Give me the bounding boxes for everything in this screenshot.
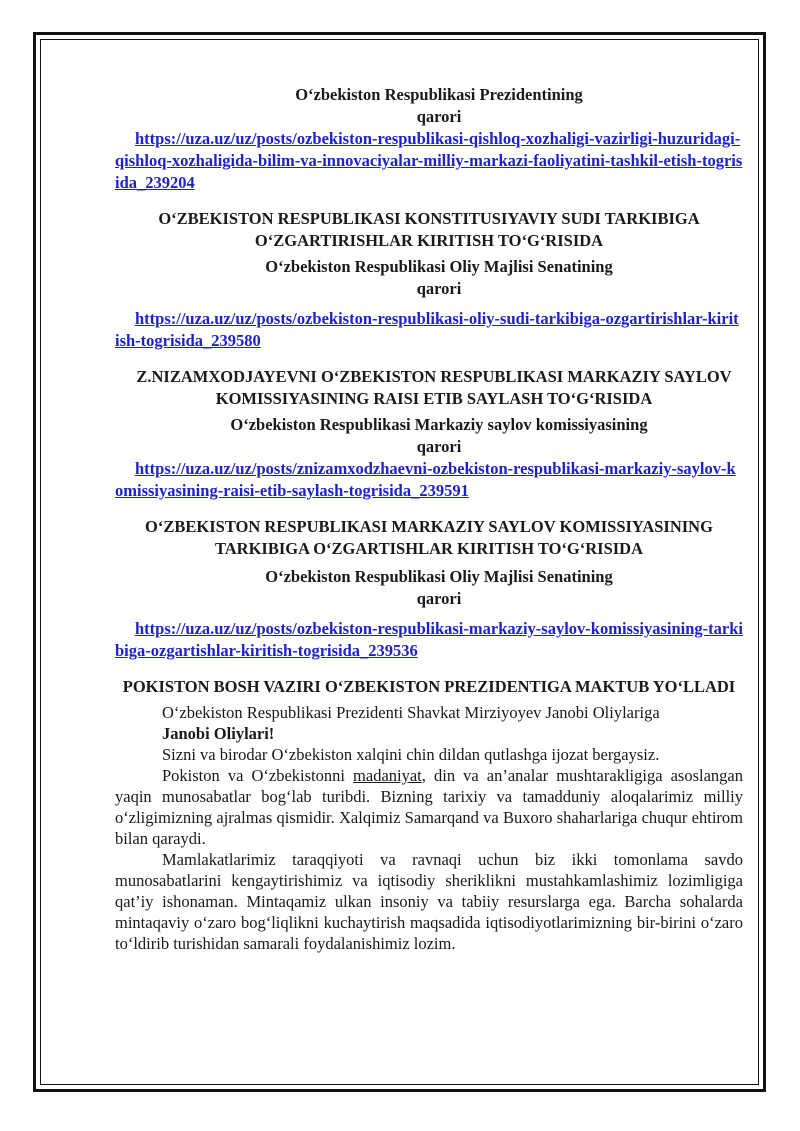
- issuer-line: O‘zbekiston Respublikasi Markaziy saylov komissiyasining: [230, 415, 648, 434]
- inline-link[interactable]: madaniyat: [353, 766, 422, 785]
- paragraph-text: , din va an’analar mushtarakligiga asoslangan yaqin munosabatlar bog‘lab turibdi. Bizning tarixiy va tamadduniy aloqalarimiz milliy o‘zligimizning ajralmas qismidir. Xalqimiz Samarqand va Buxoro shaharlariga chuqur ehtirom bilan qaraydi.: [115, 766, 743, 848]
- letter-paragraph: Sizni va birodar O‘zbekiston xalqini chin dildan qutlashga ijozat bergaysiz.: [162, 745, 660, 764]
- decree-title: O‘ZBEKISTON RESPUBLIKASI MARKAZIY SAYLOV KOMISSIYASINING TARKIBIGA O‘ZGARTISHLAR KIRITISH TO‘G‘RISIDA: [145, 517, 713, 558]
- source-link[interactable]: https://uza.uz/uz/posts/znizamxodzhaevni-ozbekiston-respublikasi-markaziy-saylov-komissiyasining-raisi-etib-saylash-togrisida_239591: [115, 459, 736, 500]
- decree-title: O‘ZBEKISTON RESPUBLIKASI KONSTITUSIYAVIY SUDI TARKIBIGA O‘ZGARTIRISHLAR KIRITISH TO‘G‘RISIDA: [158, 209, 700, 250]
- issuer-type: qarori: [416, 589, 462, 608]
- issuer-type: qarori: [416, 437, 462, 456]
- issuer-type: qarori: [416, 107, 462, 126]
- issuer-line: O‘zbekiston Respublikasi Oliy Majlisi Senatining: [265, 567, 613, 586]
- issuer-type: qarori: [416, 279, 462, 298]
- issuer-line: O‘zbekiston Respublikasi Prezidentining: [295, 85, 583, 104]
- letter-paragraph: [115, 765, 743, 849]
- article-title: POKISTON BOSH VAZIRI O‘ZBEKISTON PREZIDENTIGA MAKTUB YO‘LLADI: [122, 677, 736, 696]
- paragraph-text: Pokiston va O‘zbekistonni: [162, 766, 354, 785]
- letter-addressee: O‘zbekiston Respublikasi Prezidenti Shavkat Mirziyoyev Janobi Oliylariga: [162, 703, 660, 722]
- letter-salutation: Janobi Oliylari!: [162, 724, 275, 743]
- source-link[interactable]: https://uza.uz/uz/posts/ozbekiston-respublikasi-qishloq-xozhaligi-vazirligi-huzuridagi-qishloq-xozhaligida-bilim-va-innovaciyalar-milliy-markazi-faoliyatini-tashkil-etish-togrisida_239204: [115, 129, 743, 192]
- source-link[interactable]: https://uza.uz/uz/posts/ozbekiston-respublikasi-oliy-sudi-tarkibiga-ozgartirishlar-kiritish-togrisida_239580: [115, 309, 739, 350]
- decree-title: Z.NIZAMXODJAYEVNI O‘ZBEKISTON RESPUBLIKASI MARKAZIY SAYLOV KOMISSIYASINING RAISI ETIB SAYLASH TO‘G‘RISIDA: [136, 367, 732, 408]
- letter-paragraph: Mamlakatlarimiz taraqqiyoti va ravnaqi uchun biz ikki tomonlama savdo munosabatlarini kengaytirishimiz va iqtisodiy sheriklikni mustahkamlashimiz lozimligiga qat’iy ishonaman. Mintaqamiz ulkan insoniy va tabiiy resurslarga ega. Barcha sohalarda mintaqaviy o‘zaro bog‘liqlikni kuchaytirish maqsadida iqtisodiyotlarimizning bir-birini o‘zaro to‘ldirib turishidan samarali foydalanishimiz lozim.: [115, 850, 743, 953]
- source-link[interactable]: https://uza.uz/uz/posts/ozbekiston-respublikasi-markaziy-saylov-komissiyasining-tarkibiga-ozgartishlar-kiritish-togrisida_239536: [115, 619, 743, 660]
- document-body: [115, 84, 743, 954]
- issuer-line: O‘zbekiston Respublikasi Oliy Majlisi Senatining: [265, 257, 613, 276]
